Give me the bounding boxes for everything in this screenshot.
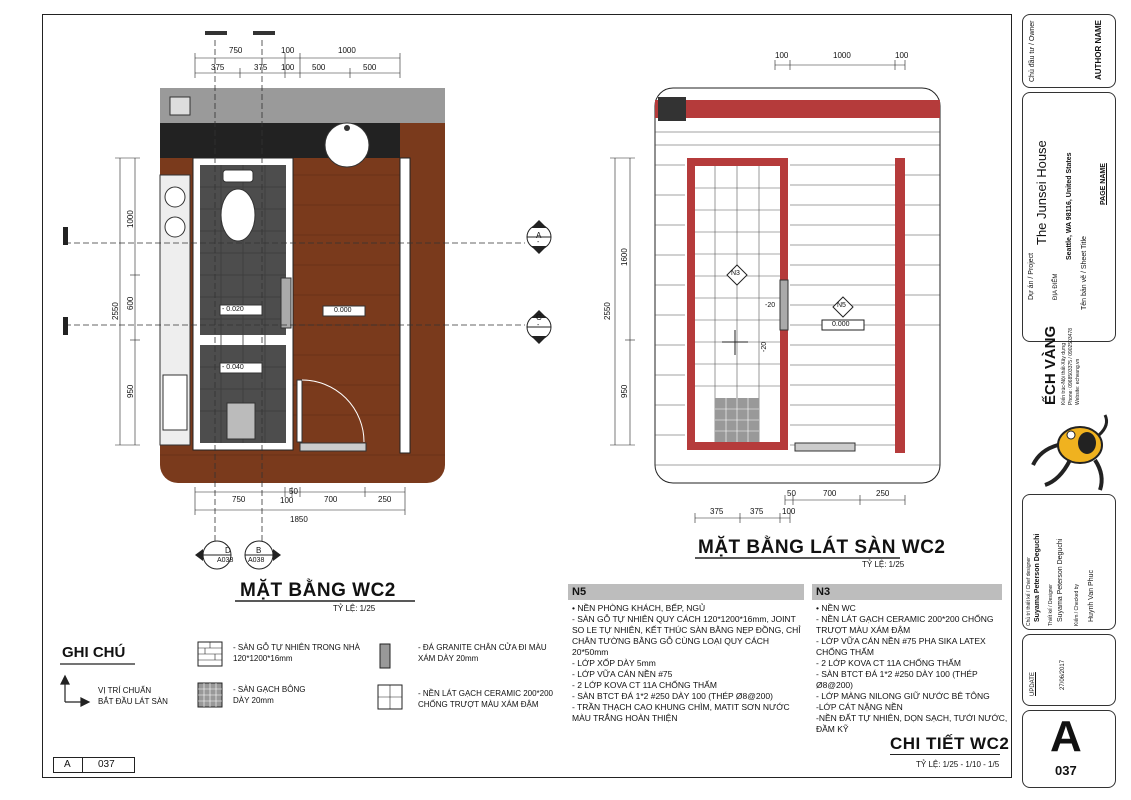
dim-lines-left	[610, 158, 635, 445]
grid-letter: C	[536, 313, 542, 322]
legend-text: - NỀN LÁT GẠCH CERAMIC 200*200	[418, 689, 554, 698]
grid-head-mark	[253, 31, 275, 35]
company-web: Website: echvang.vn	[1075, 358, 1081, 405]
door-leaf	[297, 380, 302, 442]
dim-text: 1000	[833, 51, 851, 60]
spec-line: CHỐNG THẤM	[816, 647, 874, 657]
grid-sub: -	[537, 322, 540, 329]
company-phone: Phone: 0968503375 / 0902503478	[1068, 327, 1074, 405]
plan2-title: MẶT BẰNG LÁT SÀN WC2	[698, 537, 946, 558]
legend-text: XÁM DÀY 20mm	[418, 654, 479, 663]
dim-text: 250	[876, 489, 890, 498]
spec-line: - SÀN BTCT ĐÁ 1*2 #250 DÀY 100 (THÉP	[816, 669, 978, 679]
section-letter: D	[225, 546, 231, 555]
chief-name: Suyama Peterson Deguchi	[1034, 533, 1041, 622]
spec-n3-body	[812, 600, 1008, 738]
dim-text: 375	[254, 63, 268, 72]
dim-text: 250	[378, 495, 392, 504]
spec-line: • NỀN WC	[816, 603, 856, 613]
spec-line: - LỚP MÀNG NILONG GIỮ NƯỚC BÊ TÔNG	[816, 691, 990, 701]
sheet-title: PAGE NAME	[1100, 163, 1107, 205]
dim-text: 100	[281, 63, 295, 72]
right-wall	[400, 158, 410, 453]
legend-text: - SÀN GẠCH BÔNG	[233, 685, 306, 694]
grid-letter: A	[536, 231, 542, 240]
designer-label: Thiết kế / Designer	[1048, 584, 1054, 626]
spec-title-underline	[890, 754, 1000, 755]
update-date: 27/06/2017	[1060, 659, 1066, 690]
dim-text: 500	[312, 63, 326, 72]
tag-label: N3	[731, 270, 740, 277]
dim-text: 700	[823, 489, 837, 498]
dim-text: 2550	[603, 302, 612, 320]
owner-label: Chủ đầu tư / Owner	[1029, 20, 1036, 82]
spec-line: - SÀN BTCT ĐÁ 1*2 #250 DÀY 100 (THÉP Ø8@200)	[572, 691, 773, 701]
designer-name: Suyama Peterson Deguchi	[1057, 538, 1064, 622]
spec-line: ĐẦM KỸ	[816, 724, 849, 734]
level-text: 0.000	[832, 321, 850, 328]
grid-left-mark	[63, 227, 68, 245]
wc-wall-red	[687, 158, 695, 450]
spec-line: -LỚP CÁT NẶNG NỀN	[816, 702, 903, 712]
floor-drain-icon	[227, 403, 255, 439]
spec-line: - 2 LỚP KOVA CT 11A CHỐNG THẤM	[572, 680, 717, 690]
update-label: UPDATE	[1030, 672, 1036, 696]
door-sill	[300, 443, 366, 451]
granite-threshold	[780, 280, 788, 330]
plan1-title: MẶT BẰNG WC2	[240, 580, 396, 601]
burner-icon	[165, 187, 185, 207]
legend-text: VỊ TRÍ CHUẨN	[98, 686, 152, 695]
owner-name: AUTHOR NAME	[1094, 20, 1103, 80]
location-label: ĐỊA ĐIỂM	[1053, 273, 1059, 300]
spec-line: - NỀN LÁT GẠCH CERAMIC 200*200 CHỐNG	[816, 614, 994, 624]
company-tagline: Kiến trúc-Nội thất-Xây dựng	[1061, 343, 1067, 405]
level-text: 0.000	[334, 307, 352, 314]
dim-text: 1000	[338, 46, 356, 55]
dim-text: 50	[787, 489, 796, 498]
chief-label: Chủ trì thiết kế / Chief designer	[1026, 557, 1032, 626]
legend-text: - SÀN GỖ TỰ NHIÊN TRONG NHÀ	[233, 643, 360, 652]
dim-text: 2550	[111, 302, 120, 320]
dim-text: 750	[232, 495, 246, 504]
checked-label: Kiểm / Checked by	[1074, 584, 1080, 626]
sheet-ref-divider	[82, 758, 83, 772]
spec-line: -NỀN ĐẤT TỰ NHIÊN, DỌN SẠCH, TƯỚI NƯỚC,	[816, 713, 1008, 723]
sheet-ref-box	[53, 757, 135, 773]
spec-n5-title: N5	[568, 584, 804, 600]
spec-line: - TRẦN THẠCH CAO KHUNG CHÌM, MATIT SƠN NƯỚC	[572, 702, 790, 712]
project-label: Dự án / Project	[1028, 252, 1035, 300]
dim-text: 700	[324, 495, 338, 504]
top-wall	[160, 88, 445, 123]
burner-icon	[165, 217, 185, 237]
section-ref: A038	[248, 557, 265, 564]
location: Seattle, WA 98116, United States	[1066, 152, 1073, 260]
tag-label: N5	[837, 302, 846, 309]
spec-title: CHI TIẾT WC2	[890, 734, 1010, 753]
dim-lines-bottom	[695, 495, 905, 523]
spec-line: MÀU TRẮNG HOÀN THIỆN	[572, 713, 678, 723]
spec-n3-title: N3	[812, 584, 1002, 600]
sheet-ref-letter: A	[64, 759, 71, 770]
wc-wall-red	[687, 158, 788, 166]
grid-head-mark	[205, 31, 227, 35]
sheet-title-label: Tên bản vẽ / Sheet Title	[1081, 236, 1088, 310]
faucet-icon	[344, 125, 350, 131]
dim-text: 1000	[126, 210, 135, 228]
offset-text: -20	[765, 302, 776, 309]
legend-text: BẮT ĐẦU LÁT SÀN	[98, 697, 168, 706]
plan2-scale: TỶ LỆ: 1/25	[862, 560, 905, 569]
section-marker-b	[245, 541, 281, 569]
right-wall-red	[895, 158, 905, 453]
dim-text: 950	[620, 384, 629, 398]
sheet-letter: A	[1050, 712, 1082, 761]
dim-text: 50	[289, 487, 298, 496]
checked-name: Huynh Van Phuc	[1088, 569, 1095, 622]
spec-line: - LỚP VỮA CÁN NỀN #75 PHA SIKA LATEX	[816, 636, 986, 646]
grid-left-mark	[63, 317, 68, 335]
legend-text: 120*1200*16mm	[233, 654, 293, 663]
dim-text: 100	[281, 46, 295, 55]
origin-legend-icon	[61, 676, 89, 706]
spec-line: - 2 LỚP KOVA CT 11A CHỐNG THẤM	[816, 658, 961, 668]
dim-lines-top	[775, 60, 905, 70]
spec-line: Ø8@200)	[816, 680, 853, 690]
dim-text: 1850	[290, 515, 308, 524]
sheet-number: 037	[1055, 763, 1077, 778]
dim-text: 950	[126, 384, 135, 398]
dim-text: 500	[363, 63, 377, 72]
dim-lines-bottom	[195, 487, 405, 515]
spec-line: CHÂN TƯỜNG BẰNG GỖ CÙNG LOẠI QUY CÁCH	[572, 636, 770, 646]
legend-text: - ĐÁ GRANITE CHÂN CỬA ĐI MÀU	[418, 643, 547, 652]
spec-n5	[568, 584, 804, 727]
top-wall-red	[655, 100, 940, 118]
granite-swatch	[380, 644, 390, 668]
dim-text: 750	[229, 46, 243, 55]
spec-n5-body	[568, 600, 804, 727]
sheet-ref-number: 037	[98, 759, 115, 770]
company-name: ẾCH VÀNG	[1042, 325, 1059, 405]
plan1-scale: TỶ LỆ: 1/25	[333, 604, 376, 613]
legend-text: CHỐNG TRƯỢT MÀU XÁM ĐẬM	[418, 700, 539, 709]
project-name: The Junsei House	[1034, 140, 1049, 245]
section-ref: A038	[217, 557, 234, 564]
spec-line: - LỚP VỮA CÁN NỀN #75	[572, 669, 673, 679]
spec-line: SO LE TỰ NHIÊN, KẾT THÚC SÀN BẰNG NẸP ĐỒNG, CHỈ	[572, 625, 801, 635]
spec-scale: TỶ LỆ: 1/25 - 1/10 - 1/5	[916, 760, 1000, 769]
legend-title: GHI CHÚ	[62, 644, 126, 661]
level-text: - 0.040	[222, 364, 244, 371]
spec-line: - SÀN GỖ TỰ NHIÊN QUY CÁCH 120*1200*16mm, JOINT	[572, 614, 796, 624]
spec-line: • NỀN PHÒNG KHÁCH, BẾP, NGỦ	[572, 603, 706, 613]
dim-text: 600	[126, 296, 135, 310]
dim-text: 375	[750, 507, 764, 516]
spec-line: - LỚP XỐP DÀY 5mm	[572, 658, 656, 668]
update-box	[1022, 634, 1116, 706]
sink-icon	[163, 375, 187, 430]
dim-text: 100	[775, 51, 789, 60]
column	[170, 97, 190, 115]
level-text: - 0.020	[222, 306, 244, 313]
legend-text: DÀY 20mm	[233, 696, 274, 705]
spec-line: TRƯỢT MÀU XÁM ĐẬM	[816, 625, 911, 635]
dim-text: 375	[211, 63, 225, 72]
column	[658, 97, 686, 121]
offset-text: -20	[761, 341, 768, 352]
grid-sub: -	[537, 239, 540, 246]
toilet-tank-icon	[223, 170, 253, 182]
spec-n3	[812, 584, 1008, 738]
dim-text: 375	[710, 507, 724, 516]
frog-logo-icon	[1025, 405, 1115, 495]
flooring-plan-wc2	[600, 25, 1000, 565]
wc-wall-red	[687, 442, 788, 450]
door-sill	[795, 443, 855, 451]
granite-threshold	[281, 278, 291, 328]
dim-text: 1600	[620, 248, 629, 266]
section-letter: B	[256, 546, 262, 555]
dim-text: 100	[895, 51, 909, 60]
spec-line: 20*50mm	[572, 647, 609, 657]
dim-text: 100	[280, 496, 294, 505]
dim-text: 100	[782, 507, 796, 516]
toilet-icon	[221, 189, 255, 241]
